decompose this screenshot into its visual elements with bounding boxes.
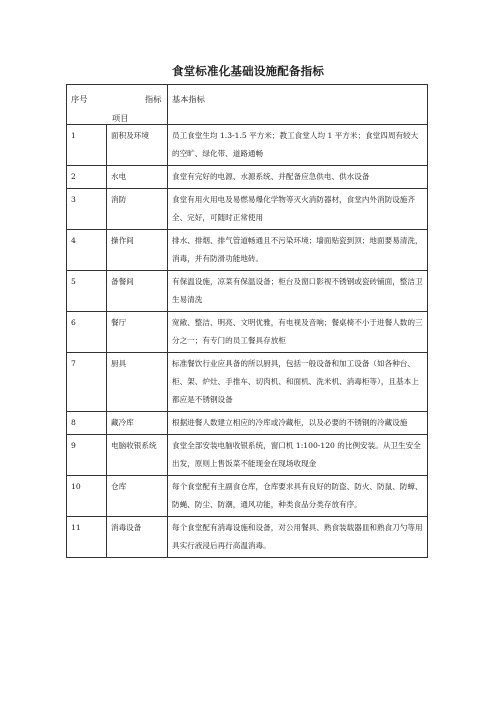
header-item: 项目 (112, 113, 129, 123)
row-item: 操作间 (107, 230, 168, 271)
header-no: 序号 (71, 94, 88, 104)
row-content: 每个食堂配有主副食仓库，仓库要求具有良好的防盗、防火、防鼠、防蟑、防蝇、防尘、防潮，通风功能，种类食品分类存放有序。 (168, 476, 428, 517)
row-content: 食堂有完好的电源、水源系统、并配备应急供电、供水设备 (168, 166, 428, 189)
row-item: 仓库 (107, 476, 168, 517)
row-content: 标准餐饮行业应具备的所以厨具，包括一般设备和加工设备（如各种台、柜、架、炉灶、手推车、切肉机、和面机、洗米机、消毒柜等），且基本上都应是不锈钢设备 (168, 353, 428, 412)
row-item: 备餐间 (107, 271, 168, 312)
table-row (67, 412, 428, 435)
row-no: 7 (67, 353, 107, 412)
standards-table (66, 84, 428, 558)
row-no: 9 (67, 435, 107, 476)
row-item: 餐厅 (107, 312, 168, 353)
row-no: 3 (67, 189, 107, 230)
table-row (67, 189, 428, 230)
header-indicator: 指标 (145, 94, 162, 104)
header-basic: 基本指标 (172, 94, 205, 104)
row-no: 1 (67, 125, 107, 166)
row-no: 11 (67, 517, 107, 558)
table-row (67, 435, 428, 476)
row-content: 食堂有用火用电及易燃易爆化学物等灭火消防器材，食堂内外消防设施齐全、完好，可随时正常使用 (168, 189, 428, 230)
row-no: 2 (67, 166, 107, 189)
diagonal-header-cell (67, 85, 168, 125)
row-no: 8 (67, 412, 107, 435)
table-row (67, 271, 428, 312)
table-row (67, 353, 428, 412)
row-content: 每个食堂配有消毒设施和设备，对公用餐具、熟食装载器皿和熟食刀勺等用具实行液浸后再行高温消毒。 (168, 517, 428, 558)
row-content: 有保温设施，凉菜有保温设备；柜台及窗口影视不锈钢或瓷砖铺面，整洁卫生易清洗 (168, 271, 428, 312)
row-content: 根据进餐人数建立相应的冷库或冷藏柜，以及必要的不锈钢的冷藏设施 (168, 412, 428, 435)
row-item: 消防 (107, 189, 168, 230)
row-item: 藏冷库 (107, 412, 168, 435)
document-title: 食堂标准化基础设施配备指标 (171, 64, 325, 78)
row-item: 电脑收银系统 (107, 435, 168, 476)
row-content: 食堂全部安装电脑收银系统，窗口机 1:100-120 的比例安装。从卫生安全出发，原则上售饭菜不能现金在现场收现金 (168, 435, 428, 476)
row-content: 员工食堂生均 1.3-1.5 平方米；教工食堂人均 1 平方米；食堂四周有较大的空旷、绿化带、道路通畅 (168, 125, 428, 166)
table-row (67, 230, 428, 271)
table-header-row (67, 85, 428, 125)
table-row (67, 312, 428, 353)
row-content: 排水、排烟、排气管道畅通且不污染环境；墙面贴瓷到顶；地面要易清洗，消毒，并有防滑功能地砖。 (168, 230, 428, 271)
row-no: 6 (67, 312, 107, 353)
row-item: 消毒设备 (107, 517, 168, 558)
row-content: 宽敞、整洁、明亮、文明优雅，有电视及音响；餐桌椅不小于进餐人数的三分之一；有专门的员工餐具存放柜 (168, 312, 428, 353)
row-item: 厨具 (107, 353, 168, 412)
row-no: 4 (67, 230, 107, 271)
header-basic-cell (168, 85, 428, 125)
row-no: 5 (67, 271, 107, 312)
row-item: 水电 (107, 166, 168, 189)
table-row (67, 517, 428, 558)
row-no: 10 (67, 476, 107, 517)
table-row (67, 476, 428, 517)
table-row (67, 166, 428, 189)
row-item: 面积及环境 (107, 125, 168, 166)
table-row (67, 125, 428, 166)
